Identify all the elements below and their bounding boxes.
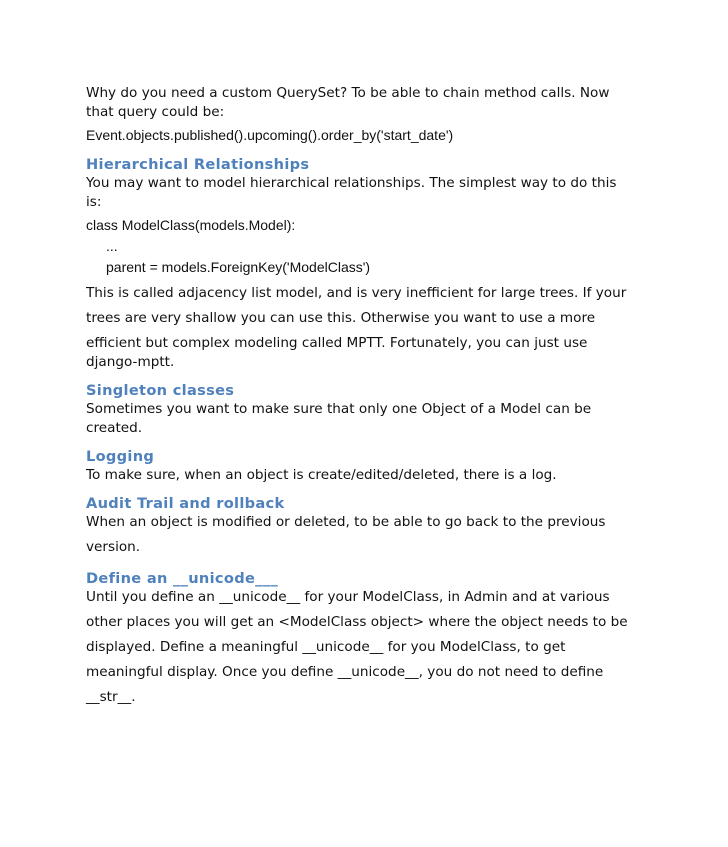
hierarchical-heading: Hierarchical Relationships [86, 156, 310, 173]
unicode-line-4: meaningful display. Once you define __unicode__, you do not need to define [86, 664, 604, 680]
unicode-line-2: other places you will get an <ModelClass object> where the object needs to be [86, 614, 628, 630]
logging-heading: Logging [86, 448, 155, 465]
singleton-paragraph [86, 400, 676, 438]
unicode-line-3: displayed. Define a meaningful __unicode__ for you ModelClass, to get [86, 639, 566, 655]
code-line-parent: parent = models.ForeignKey('ModelClass') [106, 259, 371, 275]
unicode-paragraph [86, 585, 676, 710]
intro-code: Event.objects.published().upcoming().order_by('start_date') [86, 127, 454, 143]
singleton-section [86, 381, 676, 438]
unicode-line-1: Until you define an __unicode__ for your ModelClass, in Admin and at various [86, 589, 610, 605]
logging-section [86, 447, 676, 485]
hierarchical-body-line-3: efficient but complex modeling called MPTT. Fortunately, you can just use [86, 335, 588, 351]
audit-line-1: When an object is modified or deleted, to be able to go back to the previous [86, 514, 606, 530]
singleton-line-2: created. [86, 420, 143, 436]
hierarchical-section [86, 155, 676, 372]
code-line-ellipsis: ... [106, 238, 118, 254]
unicode-heading: Define an __unicode___ [86, 570, 278, 587]
code-line-class: class ModelClass(models.Model): [86, 217, 296, 233]
hierarchical-code [86, 215, 676, 278]
audit-line-2: version. [86, 539, 141, 555]
intro-section [86, 84, 676, 146]
hierarchical-paragraph [86, 174, 676, 212]
hierarchical-line-1: You may want to model hierarchical relationships. The simplest way to do this [86, 175, 617, 191]
hierarchical-body-line-2: trees are very shallow you can use this. Otherwise you want to use a more [86, 310, 596, 326]
audit-paragraph [86, 510, 676, 560]
hierarchical-body-line-1: This is called adjacency list model, and is very inefficient for large trees. If your [86, 285, 627, 301]
intro-line-1: Why do you need a custom QuerySet? To be able to chain method calls. Now [86, 85, 610, 101]
audit-heading: Audit Trail and rollback [86, 495, 285, 512]
unicode-section [86, 569, 676, 710]
unicode-line-5: __str__. [86, 689, 136, 705]
logging-line-1: To make sure, when an object is create/edited/deleted, there is a log. [86, 467, 557, 483]
hierarchical-body [86, 281, 676, 356]
intro-paragraph [86, 84, 676, 122]
audit-section [86, 494, 676, 560]
document-page [86, 84, 676, 713]
singleton-line-1: Sometimes you want to make sure that only one Object of a Model can be [86, 401, 592, 417]
singleton-heading: Singleton classes [86, 382, 235, 399]
hierarchical-body-end: django-mptt. [86, 354, 175, 370]
intro-line-2: that query could be: [86, 104, 225, 120]
hierarchical-line-2: is: [86, 194, 102, 210]
